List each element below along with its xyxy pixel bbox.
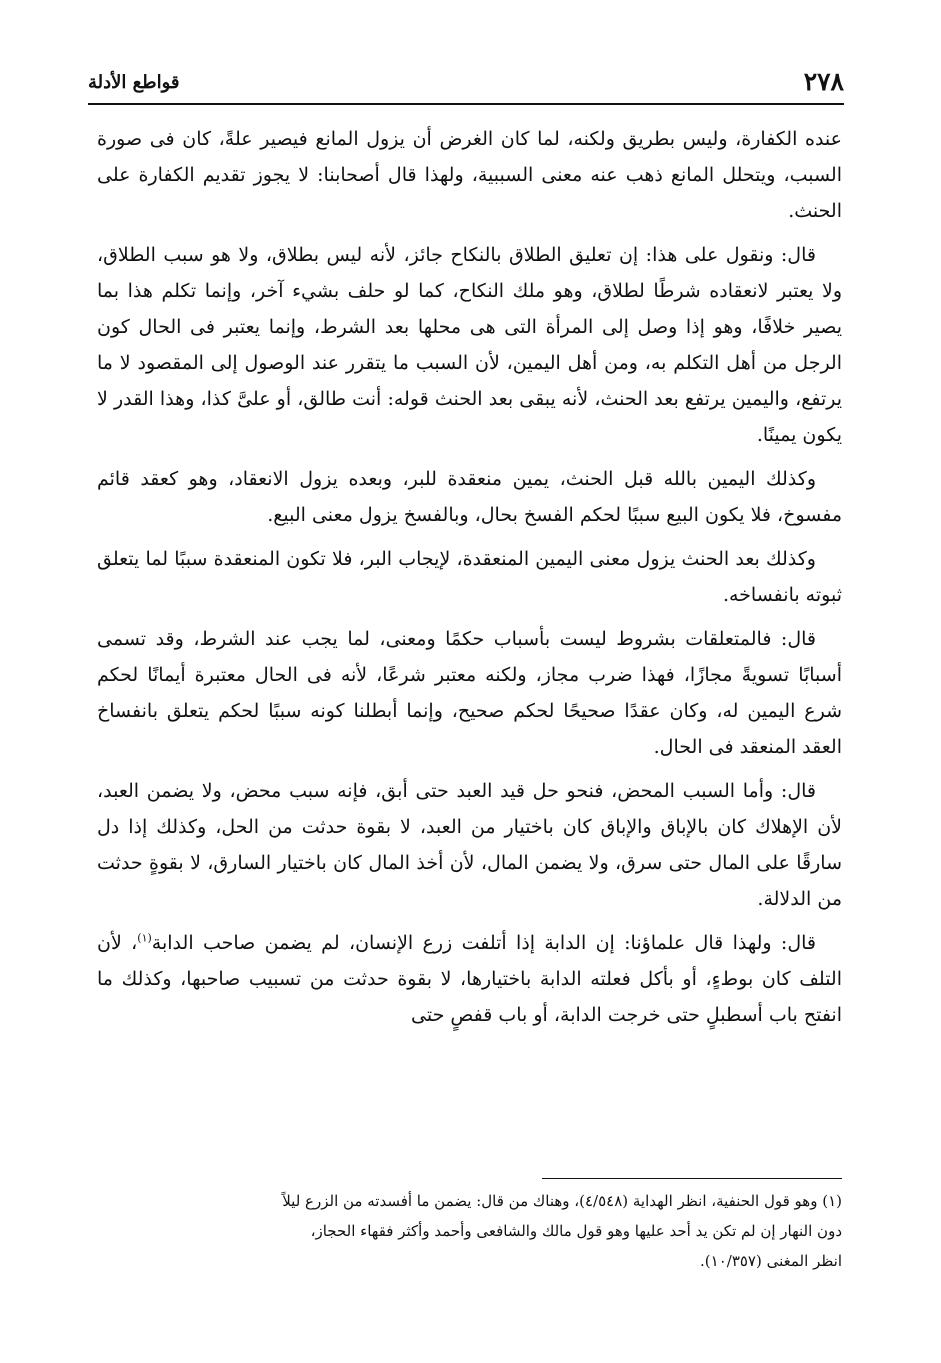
footnote-line-1: (١) وهو قول الحنفية، انظر الهداية (٤/٥٤٨)، وهناك من قال: يضمن ما أفسدته من الزرع ليلاً <box>282 1192 842 1210</box>
paragraph-3: وكذلك اليمين بالله قبل الحنث، يمين منعقدة للبر، وبعده يزول الانعقاد، وهو كعقد قائم مفسوخ، فلا يكون البيع سببًا لحكم الفسخ بحال، وبالفسخ يزول معنى البيع. <box>97 468 842 526</box>
main-text <box>97 121 842 1041</box>
footnote-reference[interactable]: (١) <box>137 931 152 945</box>
paragraph-7 <box>97 925 842 1033</box>
paragraph-7-part-1: قال: ولهذا قال علماؤنا: إن الدابة إذا أتلفت زرع الإنسان، لم يضمن صاحب الدابة <box>151 932 816 954</box>
footnote-line-3: انظر المغنى (١٠/٣٥٧). <box>700 1252 842 1270</box>
running-header <box>88 58 844 98</box>
paragraph-1: عنده الكفارة، وليس بطريق ولكنه، لما كان الغرض أن يزول المانع فيصير علةً، كان فى صورة السبب، ويتحلل المانع ذهب عنه معنى السببية، ولهذا قال أصحابنا: لا يجوز تقديم الكفارة على الحنث. <box>97 128 842 222</box>
footnote-divider <box>542 1178 842 1179</box>
footnote-line-2: دون النهار إن لم تكن يد أحد عليها وهو قول مالك والشافعى وأحمد وأكثر فقهاء الحجاز، <box>310 1222 842 1240</box>
footnote <box>99 1186 842 1276</box>
paragraph-5: قال: فالمتعلقات بشروط ليست بأسباب حكمًا ومعنى، لما يجب عند الشرط، وقد تسمى أسبابًا تسويةً مجازًا، فهذا ضرب مجاز، ولكنه معتبر شرعًا، لأنه فى الحال معتبرة أيمانًا لحكم شرع اليمين له، وكان عقدًا صحيحًا لحكم صحيح، وإنما أبطلنا كونه سببًا لحكم يتعلق بانفساخ العقد المنعقد فى الحال. <box>97 628 842 758</box>
book-title: قواطع الأدلة <box>88 72 180 93</box>
page-number: ٢٧٨ <box>803 67 844 96</box>
paragraph-7-part-2: ، لأن التلف كان بوطءٍ، أو بأكل فعلته الدابة باختيارها، لا بقوة حدثت من تسبيب صاحبها، وكذلك ما انفتح باب أسطبلٍ حتى خرجت الدابة، أو باب قفصٍ حتى <box>97 932 842 1026</box>
paragraph-4: وكذلك بعد الحنث يزول معنى اليمين المنعقدة، لإيجاب البر، فلا تكون المنعقدة سببًا لما يتعلق ثبوته بانفساخه. <box>97 548 842 606</box>
paragraph-2: قال: ونقول على هذا: إن تعليق الطلاق بالنكاح جائز، لأنه ليس بطلاق، ولا هو سبب الطلاق، ولا يعتبر لانعقاده شرطًا لطلاق، وهو ملك النكاح، كما لو حلف بشيء آخر، وإنما تكلم هذا بما يصير خلافًا، وهو إذا وصل إلى المرأة التى هى محلها بعد الشرط، وإنما يعتبر فى الحال كون الرجل من أهل التكلم به، ومن أهل اليمين، لأن السبب ما يتقرر عند الوصول إلى المقصود لا ما يرتفع، واليمين يرتفع بعد الحنث، لأنه يبقى بعد الحنث قوله: أنت طالق، أو علىَّ كذا، وهذا القدر لا يكون يمينًا. <box>97 244 842 446</box>
header-divider <box>88 103 844 105</box>
paragraph-6: قال: وأما السبب المحض، فنحو حل قيد العبد حتى أبق، فإنه سبب محض، ولا يضمن العبد، لأن الإهلاك كان بالإباق والإباق كان باختيار من العبد، لا بقوة حدثت من الحل، وكذلك إذا دل سارقًا على المال حتى سرق، ولا يضمن المال، لأن أخذ المال كان باختيار السارق، لا بقوةٍ حدثت من الدلالة. <box>97 780 842 910</box>
